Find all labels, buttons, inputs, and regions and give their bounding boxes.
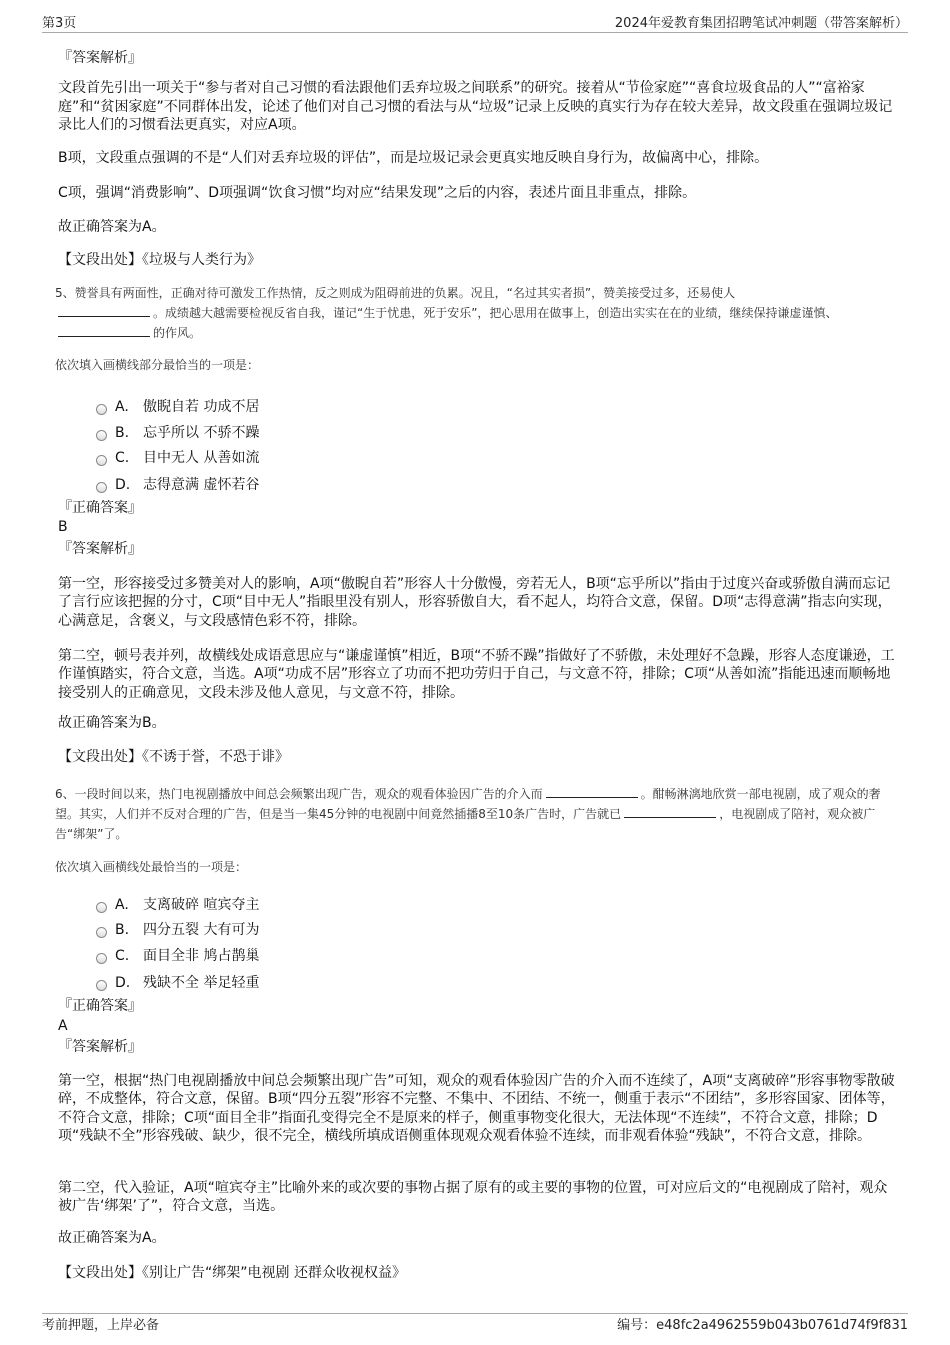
header-divider [42, 32, 908, 33]
option-c[interactable] [55, 943, 897, 969]
radio-icon[interactable] [96, 980, 107, 991]
question-stem [55, 283, 897, 355]
option-c[interactable] [55, 445, 897, 471]
page-number: 第3页 [42, 16, 77, 31]
radio-icon[interactable] [96, 455, 107, 466]
option-text: 傲睨自若 功成不居 [143, 399, 260, 415]
radio-icon[interactable] [96, 953, 107, 964]
answer-conclusion: 故正确答案为A。 [58, 219, 166, 235]
correct-answer-label: 『正确答案』 [58, 997, 142, 1014]
analysis-paragraph: 第二空，代入验证，A项“喧宾夺主”比喻外来的或次要的事物占据了原有的或主要的事物的位置，可对应后文的“电视剧成了陪衬，观众被广告‘绑架’了”，符合文意，当选。 [58, 1179, 888, 1214]
source-citation: 【文段出处】《别让广告“绑架”电视剧 还群众收视权益》 [58, 1264, 406, 1281]
option-label: C. [115, 947, 130, 964]
stem-text: ，电视剧成了陪衬，观众被广告“绑架”了。 [55, 806, 876, 841]
stem-text: 。成绩越大越需要检视反省自我，谨记“生于忧患，死于安乐”，把心思用在做事上，创造出实实在在的业绩，继续保持谦虚谨慎、 [153, 306, 838, 320]
option-text: 面目全非 鸠占鹊巢 [143, 947, 260, 964]
correct-answer: A [58, 1017, 68, 1034]
stem-text: 。酣畅淋漓地欣赏一部电视剧，成了观众的奢望。其实，人们并不反对合理的广告，但是当一集45分钟的电视剧中间竟然插播8至10条广告时，广告就已 [55, 786, 881, 821]
radio-icon[interactable] [96, 482, 107, 493]
source-citation: 【文段出处】《不诱于誉，不恐于诽》 [58, 748, 289, 765]
analysis-label: 『答案解析』 [58, 540, 142, 557]
answer-conclusion: 故正确答案为A。 [58, 1229, 166, 1246]
question-prompt: 依次填入画横线部分最恰当的一项是： [55, 358, 260, 372]
question-prompt: 依次填入画横线处最恰当的一项是： [55, 859, 248, 874]
option-text: 残缺不全 举足轻重 [143, 974, 260, 991]
option-text: 四分五裂 大有可为 [143, 922, 260, 938]
option-label: B. [115, 424, 130, 441]
option-a[interactable] [55, 892, 897, 918]
option-b[interactable] [55, 420, 897, 445]
fill-blank [58, 304, 150, 317]
option-text: 目中无人 从善如流 [143, 450, 260, 466]
option-label: D. [115, 477, 131, 493]
analysis-label: 『答案解析』 [58, 50, 142, 66]
radio-icon[interactable] [96, 430, 107, 441]
option-a[interactable] [55, 394, 897, 420]
stem-text: 的作风。 [153, 326, 202, 340]
source-citation: 【文段出处】《垃圾与人类行为》 [58, 252, 261, 268]
option-label: A. [115, 896, 129, 913]
radio-icon[interactable] [96, 927, 107, 938]
radio-icon[interactable] [96, 902, 107, 913]
stem-text: 6、一段时间以来，热门电视剧播放中间总会频繁出现广告，观众的观看体验因广告的介入而 [55, 786, 543, 801]
correct-answer: B [58, 518, 68, 535]
option-b[interactable] [55, 918, 897, 943]
analysis-paragraph: B项，文段重点强调的不是“人们对丢弃垃圾的评估”，而是垃圾记录会更真实地反映自身行为，故偏离中心，排除。 [58, 150, 769, 166]
option-d[interactable] [55, 471, 897, 499]
option-label: C. [115, 450, 130, 466]
document-title: 2024年爱教育集团招聘笔试冲刺题（带答案解析） [614, 16, 908, 31]
fill-blank [546, 785, 638, 798]
analysis-paragraph: 第一空，根据“热门电视剧播放中间总会频繁出现广告”可知，观众的观看体验因广告的介入而不连续了，A项“支离破碎”形容事物零散破碎，不成整体，符合文意，保留。B项“四分五裂”形容不完整、不集中、不团结、不统一，侧重于表示“不团结”，多形容国家、团体等，不符合文意，排除；C项“面目全非”指面孔变得完全不是原来的样子，侧重事物变化很大，无法体现“不连续”，不符合文意，排除；D项“残缺不全”形容残破、缺少，很不完全，横线所填成语侧重体现观众观看体验不连续，而非观看体验“残缺”，不符合文意，排除。 [58, 1072, 895, 1144]
question-stem [55, 784, 897, 857]
option-text: 志得意满 虚怀若谷 [143, 477, 260, 493]
option-text: 支离破碎 喧宾夺主 [143, 896, 260, 913]
document-code: 编号：e48fc2a4962559b043b0761d74f9f831 [617, 1318, 908, 1333]
answer-conclusion: 故正确答案为B。 [58, 714, 166, 731]
analysis-paragraph: 第二空，顿号表并列，故横线处成语意思应与“谦虚谨慎”相近，B项“不骄不躁”指做好了不骄傲，未处理好不急躁，形容人态度谦逊，工作谨慎踏实，符合文意，当选。A项“功成不居”形容立了功而不把功劳归于自己，与文意不符，排除；C项“从善如流”指能迅速而顺畅地接受别人的正确意见，文段未涉及他人意见，与文意不符，排除。 [58, 647, 895, 701]
correct-answer-label: 『正确答案』 [58, 500, 142, 516]
option-text: 忘乎所以 不骄不躁 [143, 424, 260, 441]
analysis-paragraph: 文段首先引出一项关于“参与者对自己习惯的看法跟他们丢弃垃圾之间联系”的研究。接着从“节俭家庭”“喜食垃圾食品的人”“富裕家庭”和“贫困家庭”不同群体出发，论述了他们对自己习惯的看法与从“垃圾”记录上反映的真实行为存在较大差异，故文段重在强调垃圾记录比人们的习惯看法更真实，对应A项。 [58, 80, 893, 133]
stem-text: 5、赞誉具有两面性，正确对待可激发工作热情，反之则成为阻碍前进的负累。况且，“名过其实者损”，赞美接受过多，还易使人 [55, 286, 736, 300]
analysis-paragraph: 第一空，形容接受过多赞美对人的影响，A项“傲睨自若”形容人十分傲慢，旁若无人，B项“忘乎所以”指由于过度兴奋或骄傲自满而忘记了言行应该把握的分寸，C项“目中无人”指眼里没有别人，形容骄傲自大，看不起人，均符合文意，保留。D项“志得意满”指志向实现，心满意足，含褒义，与文段感情色彩不符，排除。 [58, 575, 892, 629]
fill-blank [58, 324, 150, 337]
radio-icon[interactable] [96, 404, 107, 415]
option-d[interactable] [55, 969, 897, 997]
analysis-label: 『答案解析』 [58, 1038, 142, 1055]
option-label: A. [115, 399, 129, 415]
option-label: D. [115, 974, 131, 991]
footer-slogan: 考前押题，上岸必备 [42, 1318, 160, 1333]
analysis-paragraph: C项，强调“消费影响”、D项强调“饮食习惯”均对应“结果发现”之后的内容，表述片面且非重点，排除。 [58, 185, 697, 201]
document-body [55, 49, 897, 1282]
fill-blank [624, 805, 716, 818]
option-label: B. [115, 922, 130, 938]
